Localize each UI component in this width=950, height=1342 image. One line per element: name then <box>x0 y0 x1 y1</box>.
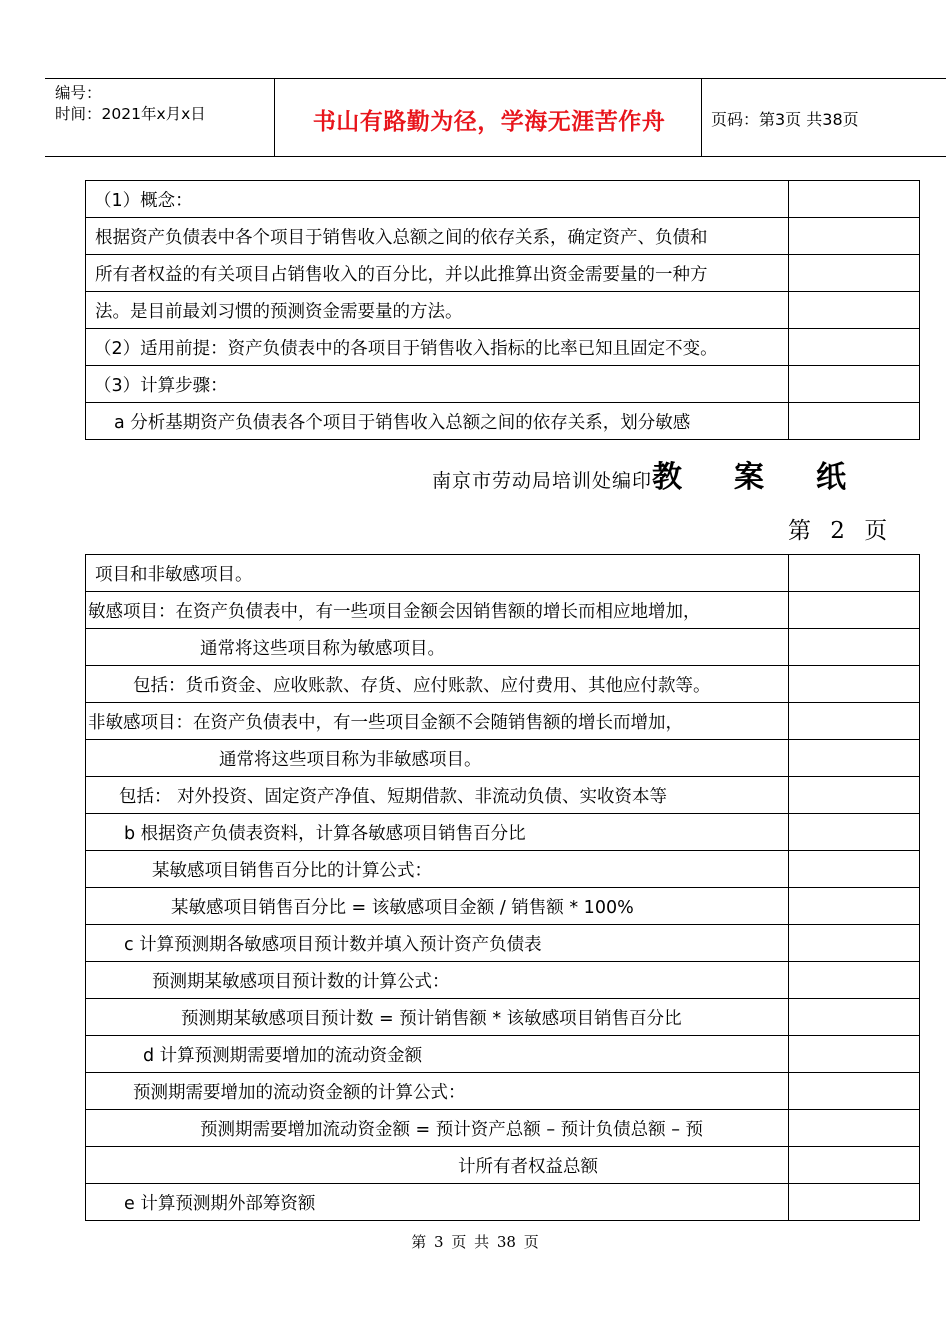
header-divider <box>701 79 702 156</box>
row-text: （1）概念： <box>94 190 193 211</box>
table-row <box>86 592 920 629</box>
margin-cell <box>789 888 920 925</box>
row-text: b 根据资产负债表资料，计算各敏感项目销售百分比 <box>124 823 526 844</box>
publisher-label: 南京市劳动局培训处编印 <box>432 470 653 492</box>
table-row <box>86 1036 920 1073</box>
row-text: 预测期需要增加的流动资金额的计算公式： <box>133 1082 466 1103</box>
table-row <box>86 1147 920 1184</box>
table-row <box>86 888 920 925</box>
row-text: c 计算预测期各敏感项目预计数并填入预计资产负债表 <box>124 934 542 955</box>
margin-cell <box>789 925 920 962</box>
table-row <box>86 925 920 962</box>
margin-cell <box>789 666 920 703</box>
page-footer: 第 3 页 共 38 页 <box>411 1233 539 1251</box>
margin-cell <box>789 1184 920 1221</box>
margin-cell <box>789 814 920 851</box>
table-row <box>86 740 920 777</box>
number-label: 编号： <box>55 84 102 102</box>
row-text: （3）计算步骤： <box>94 375 228 396</box>
table-row <box>86 366 920 403</box>
margin-cell <box>789 1073 920 1110</box>
header-motto: 书山有路勤为径，学海无涯苦作舟 <box>312 109 666 135</box>
row-text: 根据资产负债表中各个项目于销售收入总额之间的依存关系，确定资产、负债和 <box>95 227 708 248</box>
margin-cell <box>789 1110 920 1147</box>
margin-cell <box>789 366 920 403</box>
table-row <box>86 292 920 329</box>
table-row <box>86 181 920 218</box>
table-row <box>86 329 920 366</box>
header-meta <box>55 83 206 125</box>
row-text: 计所有者权益总额 <box>458 1156 598 1177</box>
row-text: 预测期某敏感项目预计数 = 预计销售额 * 该敏感项目销售百分比 <box>181 1008 682 1029</box>
row-text: （2）适用前提：资产负债表中的各项目于销售收入指标的比率已知且固定不变。 <box>94 338 718 359</box>
table-row <box>86 814 920 851</box>
margin-cell <box>789 703 920 740</box>
header-divider <box>274 79 275 156</box>
table-row <box>86 1110 920 1147</box>
row-text: 法。是目前最刘习惯的预测资金需要量的方法。 <box>95 301 463 322</box>
header-page-info: 页码：第3页 共38页 <box>711 110 859 129</box>
row-text: 包括： 对外投资、固定资产净值、短期借款、非流动负债、实收资本等 <box>119 786 668 807</box>
time-label: 时间：2021年x月x日 <box>55 105 206 123</box>
table-row <box>86 1073 920 1110</box>
row-text: a 分析基期资产负债表各个项目于销售收入总额之间的依存关系，划分敏感 <box>114 412 691 433</box>
margin-cell <box>789 629 920 666</box>
margin-cell <box>789 403 920 440</box>
table-row <box>86 629 920 666</box>
row-text: 项目和非敏感项目。 <box>95 564 253 585</box>
lesson-table-top <box>85 180 920 440</box>
row-text: 某敏感项目销售百分比 = 该敏感项目金额 / 销售额 * 100% <box>171 897 634 918</box>
row-text: e 计算预测期外部筹资额 <box>124 1193 316 1214</box>
table-row <box>86 1184 920 1221</box>
table-row <box>86 218 920 255</box>
document-header <box>45 78 946 157</box>
row-text: 某敏感项目销售百分比的计算公式： <box>152 860 432 881</box>
row-text: 非敏感项目：在资产负债表中，有一些项目金额不会随销售额的增长而增加， <box>88 712 683 733</box>
row-text: 通常将这些项目称为敏感项目。 <box>200 638 445 659</box>
table-row <box>86 555 920 592</box>
table-row <box>86 851 920 888</box>
margin-cell <box>789 292 920 329</box>
margin-cell <box>789 1147 920 1184</box>
row-text: 预测期某敏感项目预计数的计算公式： <box>152 971 450 992</box>
row-text: d 计算预测期需要增加的流动资金额 <box>143 1045 423 1066</box>
margin-cell <box>789 740 920 777</box>
margin-cell <box>789 777 920 814</box>
row-text: 包括：货币资金、应收账款、存货、应付账款、应付费用、其他应付款等。 <box>133 675 711 696</box>
table-row <box>86 403 920 440</box>
margin-cell <box>789 999 920 1036</box>
margin-cell <box>789 255 920 292</box>
row-text: 敏感项目：在资产负债表中，有一些项目金额会因销售额的增长而相应地增加， <box>88 601 701 622</box>
table-row <box>86 999 920 1036</box>
margin-cell <box>789 329 920 366</box>
margin-cell <box>789 218 920 255</box>
row-text: 预测期需要增加流动资金额 = 预计资产总额 – 预计负债总额 – 预 <box>200 1119 704 1140</box>
row-text: 所有者权益的有关项目占销售收入的百分比，并以此推算出资金需要量的一种方 <box>95 264 708 285</box>
lesson-table-bottom <box>85 554 920 1221</box>
lesson-plan-title: 教案纸 <box>652 460 899 495</box>
table-row <box>86 255 920 292</box>
lesson-plan-banner <box>432 452 898 496</box>
row-text: 通常将这些项目称为非敏感项目。 <box>219 749 482 770</box>
margin-cell <box>789 592 920 629</box>
margin-cell <box>789 1036 920 1073</box>
table-row <box>86 962 920 999</box>
margin-cell <box>789 555 920 592</box>
table-row <box>86 777 920 814</box>
margin-cell <box>789 851 920 888</box>
table-row <box>86 666 920 703</box>
margin-cell <box>789 181 920 218</box>
margin-cell <box>789 962 920 999</box>
table-row <box>86 703 920 740</box>
page-label: 第 2 页 <box>788 518 894 544</box>
